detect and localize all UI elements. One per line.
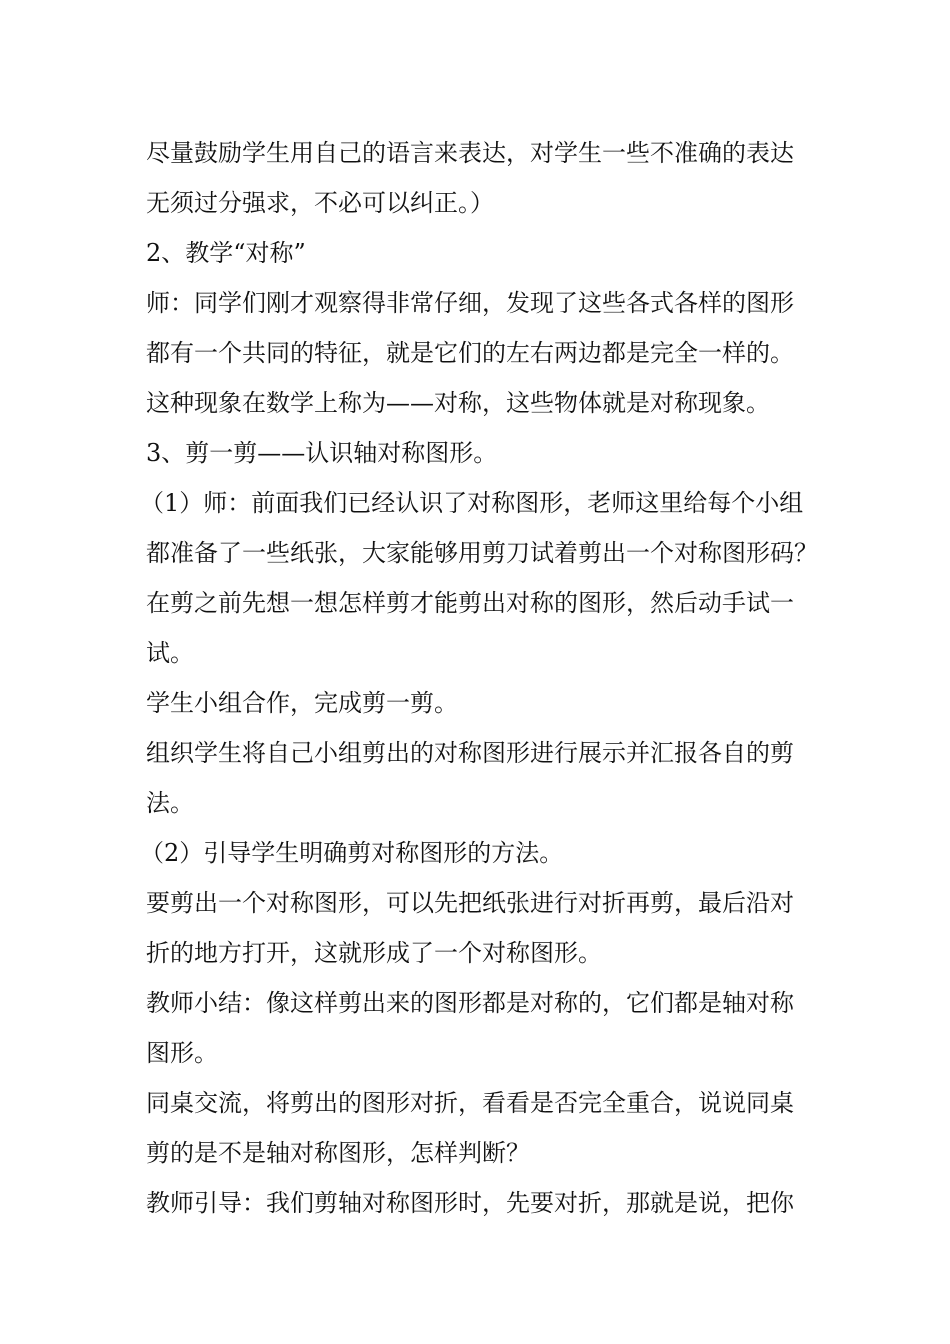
text-line: 都有一个共同的特征，就是它们的左右两边都是完全一样的。 <box>146 339 794 367</box>
text-line: 教师引导：我们剪轴对称图形时，先要对折，那就是说，把你 <box>146 1189 794 1217</box>
text-line: 要剪出一个对称图形，可以先把纸张进行对折再剪，最后沿对 <box>146 889 794 917</box>
text-line: 都准备了一些纸张，大家能够用剪刀试着剪出一个对称图形码？ <box>146 539 818 567</box>
text-line: 法。 <box>146 789 194 817</box>
document-body <box>140 128 826 1228</box>
text-line: 尽量鼓励学生用自己的语言来表达，对学生一些不准确的表达 <box>146 139 794 167</box>
text-line: 学生小组合作，完成剪一剪。 <box>146 689 458 717</box>
text-line: 师：同学们刚才观察得非常仔细，发现了这些各式各样的图形 <box>146 289 794 317</box>
text-line: 组织学生将自己小组剪出的对称图形进行展示并汇报各自的剪 <box>146 739 794 767</box>
section-heading: 3、剪一剪——认识轴对称图形。 <box>146 439 498 467</box>
text-line: （2）引导学生明确剪对称图形的方法。 <box>140 839 564 867</box>
text-line: 图形。 <box>146 1039 218 1067</box>
text-line: 同桌交流，将剪出的图形对折，看看是否完全重合，说说同桌 <box>146 1089 794 1117</box>
section-heading: 2、教学“对称” <box>146 239 306 267</box>
text-line: 在剪之前先想一想怎样剪才能剪出对称的图形，然后动手试一 <box>146 589 794 617</box>
text-line: （1）师：前面我们已经认识了对称图形，老师这里给每个小组 <box>140 489 804 517</box>
text-line: 这种现象在数学上称为——对称，这些物体就是对称现象。 <box>146 389 770 417</box>
text-line: 剪的是不是轴对称图形，怎样判断？ <box>146 1139 530 1167</box>
text-line: 折的地方打开，这就形成了一个对称图形。 <box>146 939 602 967</box>
text-line: 教师小结：像这样剪出来的图形都是对称的，它们都是轴对称 <box>146 989 794 1017</box>
text-line: 试。 <box>146 639 194 667</box>
text-line: 无须过分强求，不必可以纠正。） <box>146 189 494 217</box>
